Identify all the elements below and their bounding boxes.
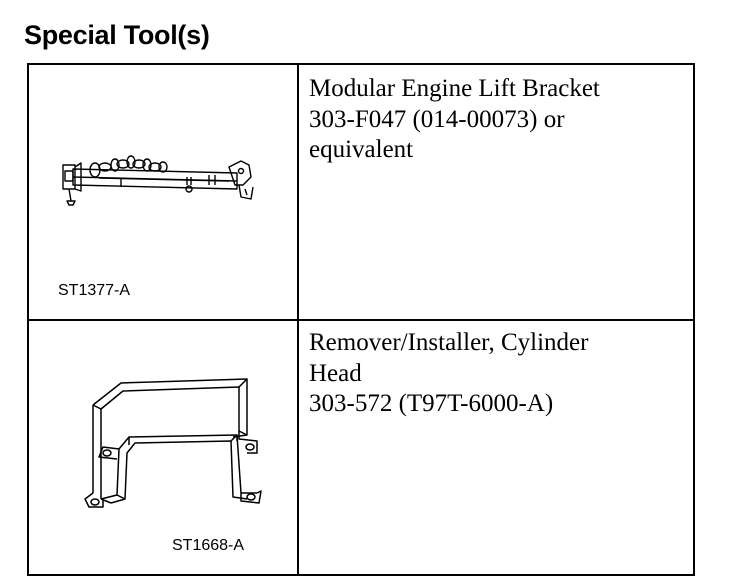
figure-label: ST1377-A xyxy=(58,282,131,299)
special-tools-table xyxy=(27,63,695,576)
tool-description xyxy=(309,328,689,420)
cylinder-head-tool-illustration xyxy=(59,375,269,525)
tool-description-line: 303-F047 (014-00073) or xyxy=(309,105,565,133)
section-heading: Special Tool(s) xyxy=(24,20,210,50)
figure-label: ST1668-A xyxy=(172,537,245,554)
tool-description-line: Modular Engine Lift Bracket xyxy=(309,75,600,102)
row-divider xyxy=(29,319,693,321)
tool-description-line: 303-572 (T97T-6000-A) xyxy=(309,390,554,417)
lift-bracket-illustration xyxy=(59,155,259,225)
tool-description-line: Head xyxy=(309,359,362,387)
tool-description-line: equivalent xyxy=(309,136,414,163)
tool-description-line: Remover/Installer, Cylinder xyxy=(309,329,589,356)
tool-description xyxy=(309,74,689,166)
